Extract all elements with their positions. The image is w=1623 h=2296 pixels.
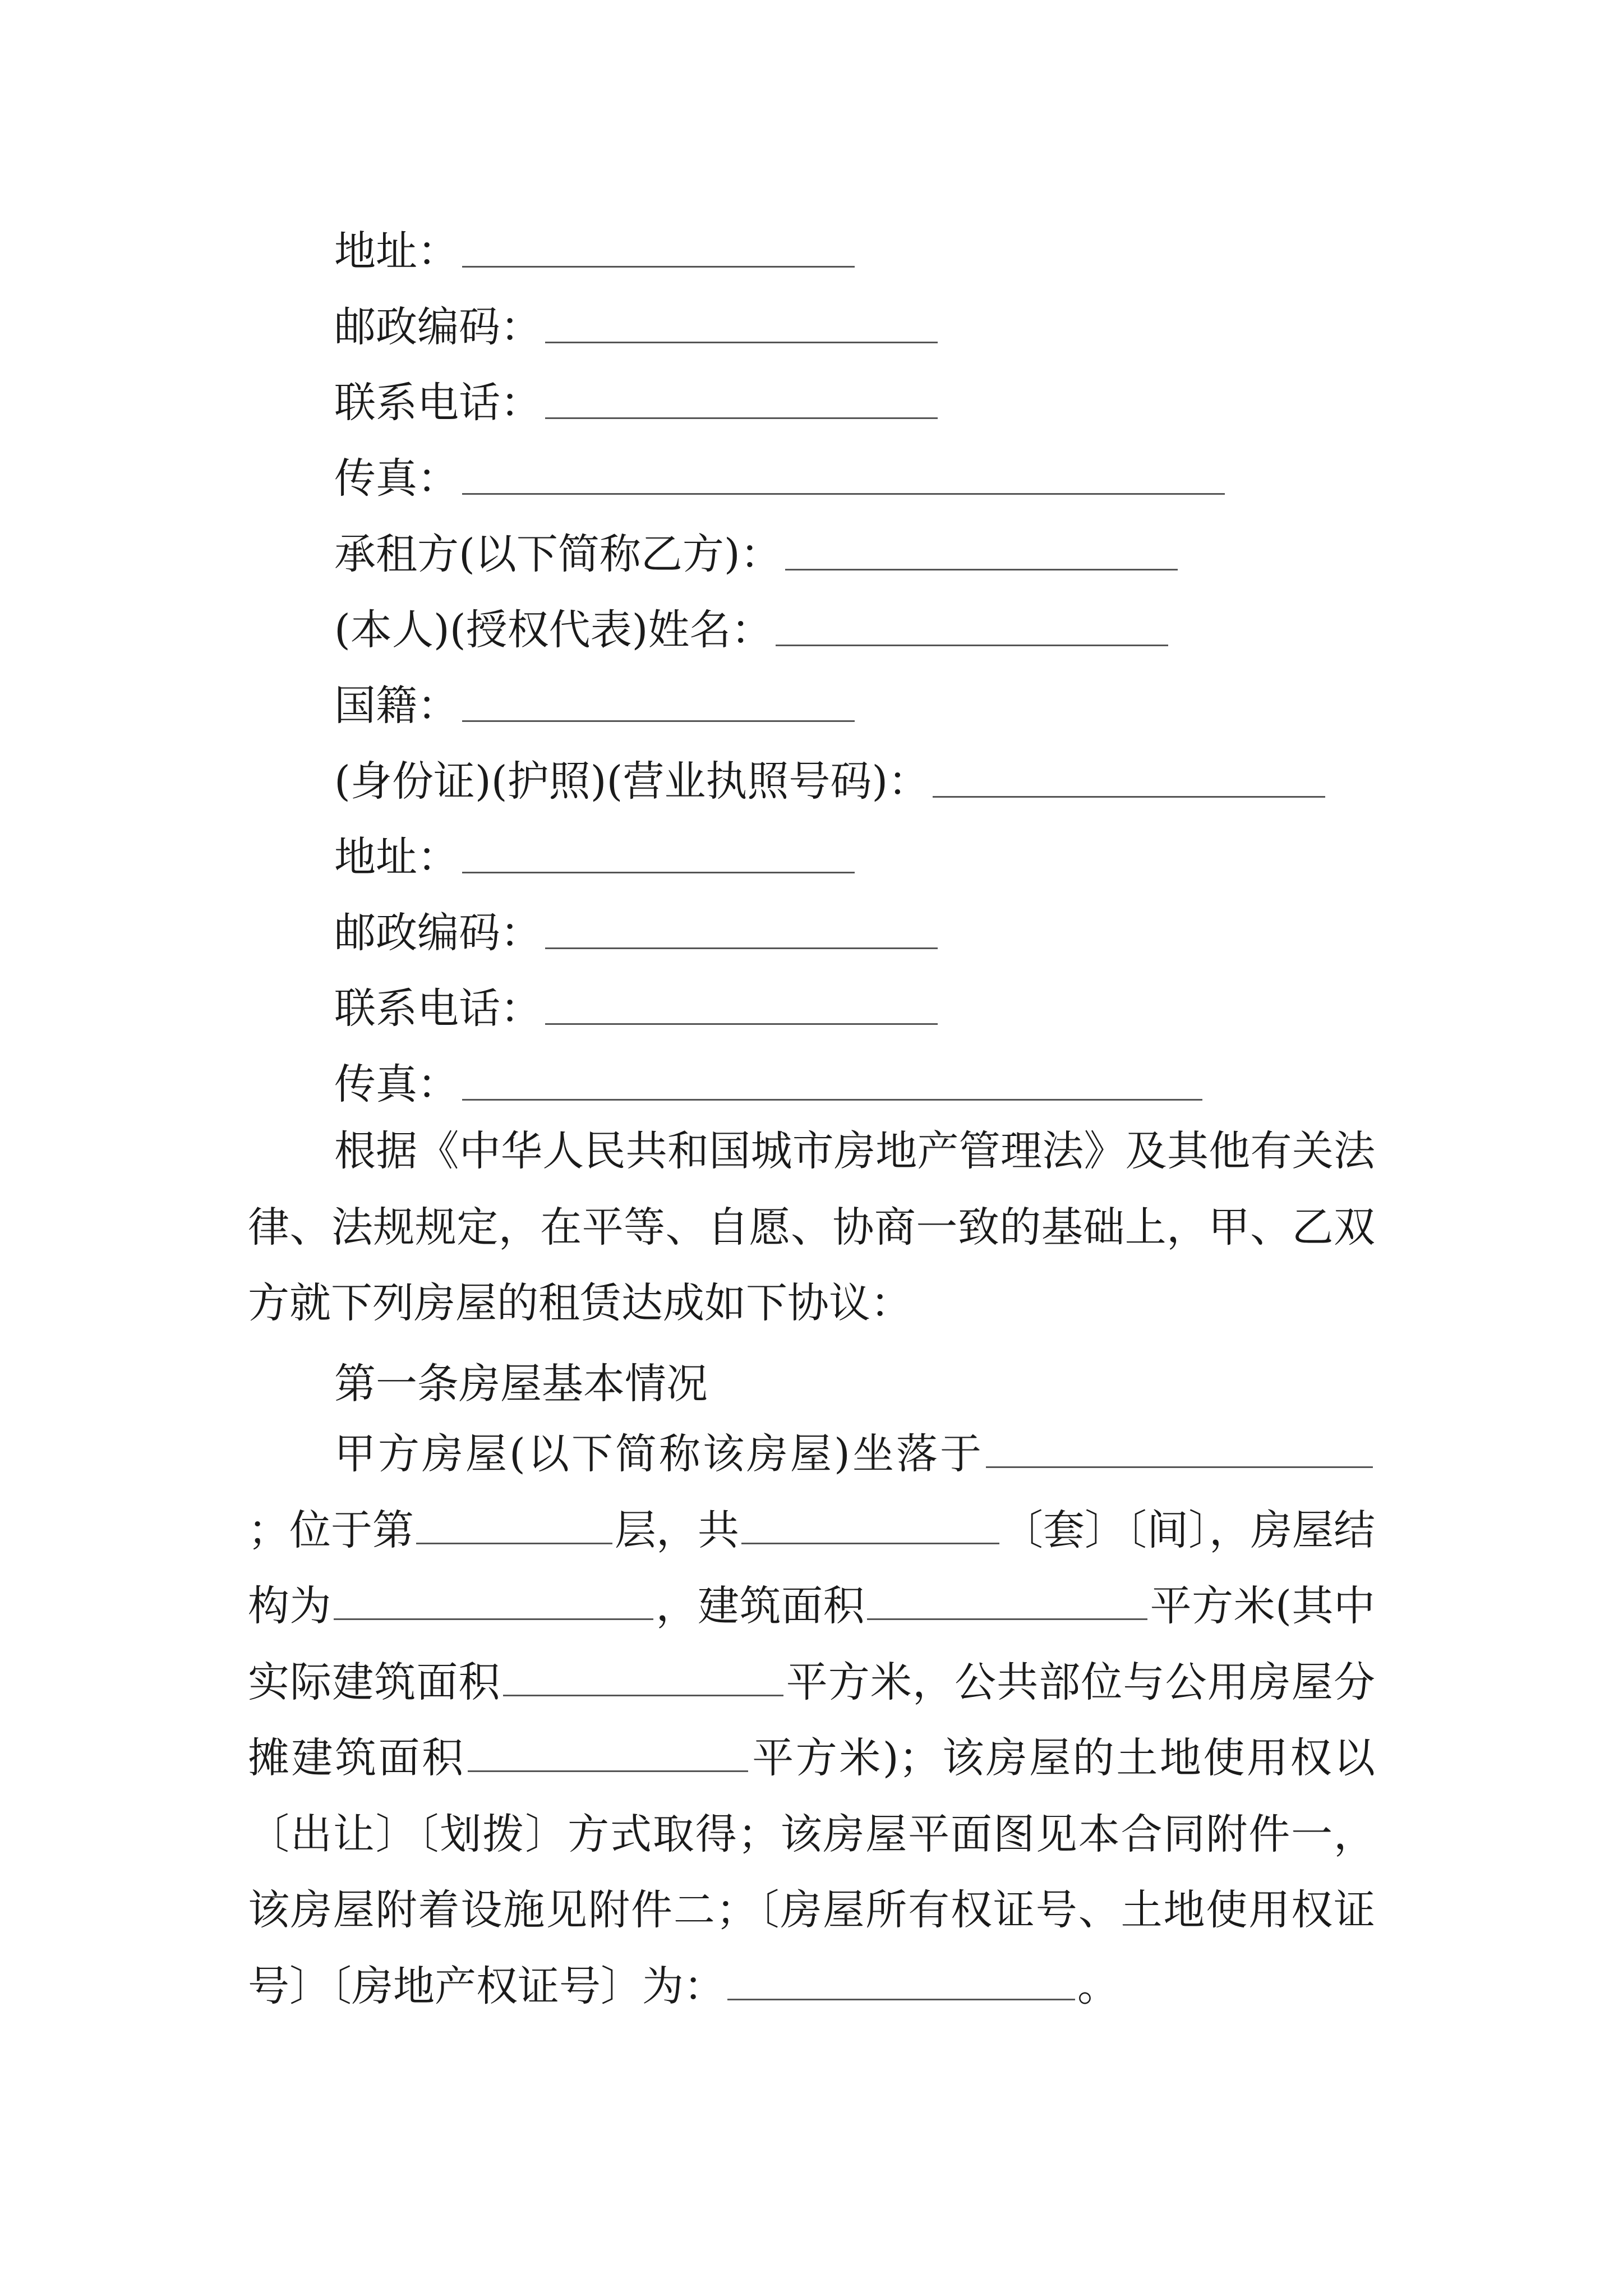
lessor-address-blank[interactable]	[462, 264, 855, 268]
location-blank[interactable]	[986, 1464, 1373, 1468]
lessee-postal-label: 邮政编码：	[334, 909, 542, 957]
shared-area-blank[interactable]	[468, 1768, 748, 1772]
certificate-number-blank[interactable]	[727, 1996, 1075, 2000]
article1-text-5: ，建筑面积	[656, 1582, 865, 1630]
article1-text-7: 平方米，公共部位与公用房屋分摊建筑面积	[248, 1658, 1376, 1782]
lessee-id-label: (身份证)(护照)(营业执照号码)：	[334, 757, 930, 806]
article1-text-4: 〔套〕〔间〕，房屋结构为	[248, 1506, 1375, 1630]
lessee-title-label: 承租方(以下简称乙方)：	[334, 530, 782, 578]
lessor-fax-label: 传真：	[334, 454, 459, 503]
lessee-title-blank[interactable]	[785, 567, 1178, 570]
lessee-name-blank[interactable]	[776, 642, 1168, 646]
lessor-postal-label: 邮政编码：	[334, 303, 542, 351]
total-floors-blank[interactable]	[741, 1540, 999, 1544]
article1-paragraph	[248, 1416, 1375, 2024]
article1-heading: 第一条房屋基本情况	[334, 1360, 708, 1408]
floor-blank[interactable]	[416, 1540, 612, 1544]
article1-text-2: ；位于第	[248, 1506, 414, 1554]
lessee-fax-label: 传真：	[334, 1060, 459, 1108]
lessee-phone-blank[interactable]	[545, 1021, 938, 1025]
article1-text-3: 层，共	[615, 1506, 739, 1554]
article1-text-6: 平方米(其中实际建筑面积	[248, 1582, 1376, 1706]
lessor-postal-field	[334, 286, 938, 351]
lessee-nationality-label: 国籍：	[334, 682, 459, 730]
lessee-address-field	[334, 816, 855, 881]
lessee-phone-field	[334, 968, 938, 1033]
actual-area-blank[interactable]	[503, 1692, 783, 1696]
lessor-phone-field	[334, 362, 938, 427]
lessee-fax-blank[interactable]	[462, 1097, 1202, 1101]
floor-area-blank[interactable]	[867, 1616, 1147, 1620]
lessor-phone-label: 联系电话：	[334, 379, 542, 427]
lessee-fax-field	[334, 1043, 1202, 1108]
lessee-postal-field	[334, 892, 938, 957]
lessee-nationality-field	[334, 665, 855, 730]
lessor-fax-blank[interactable]	[462, 491, 1225, 495]
lessee-name-field	[334, 589, 1168, 654]
lessee-address-blank[interactable]	[462, 869, 855, 873]
article1-text-1: 甲方房屋(以下简称该房屋)坐落于	[334, 1430, 984, 1478]
lessor-address-field	[334, 210, 855, 275]
lessee-nationality-blank[interactable]	[462, 718, 855, 722]
lessee-id-field	[334, 740, 1325, 806]
lessor-fax-field	[334, 438, 1225, 503]
lessee-postal-blank[interactable]	[545, 945, 938, 949]
lessor-phone-blank[interactable]	[545, 415, 938, 419]
lessee-address-label: 地址：	[334, 833, 459, 881]
lessee-name-label: (本人)(授权代表)姓名：	[334, 606, 773, 654]
article1-text-8: 平方米)；该房屋的土地使用权以〔出让〕〔划拨〕方式取得；该房屋平面图见本合同附件一，该房屋附着设施见附件二；〔房屋所有权证号、土地使用权证号〕〔房地产权证号〕为：	[248, 1734, 1376, 2010]
lessor-address-label: 地址：	[334, 227, 459, 275]
structure-blank[interactable]	[334, 1616, 653, 1620]
lessee-phone-label: 联系电话：	[334, 984, 542, 1033]
lessee-title-field	[334, 513, 1178, 578]
preamble-paragraph: 根据《中华人民共和国城市房地产管理法》及其他有关法律、法规规定，在平等、自愿、协商一致的基础上，甲、乙双方就下列房屋的租赁达成如下协议：	[248, 1127, 1375, 1327]
lessor-postal-blank[interactable]	[545, 339, 938, 343]
lessee-id-blank[interactable]	[933, 794, 1325, 798]
article1-text-9: 。	[1077, 1962, 1119, 2010]
